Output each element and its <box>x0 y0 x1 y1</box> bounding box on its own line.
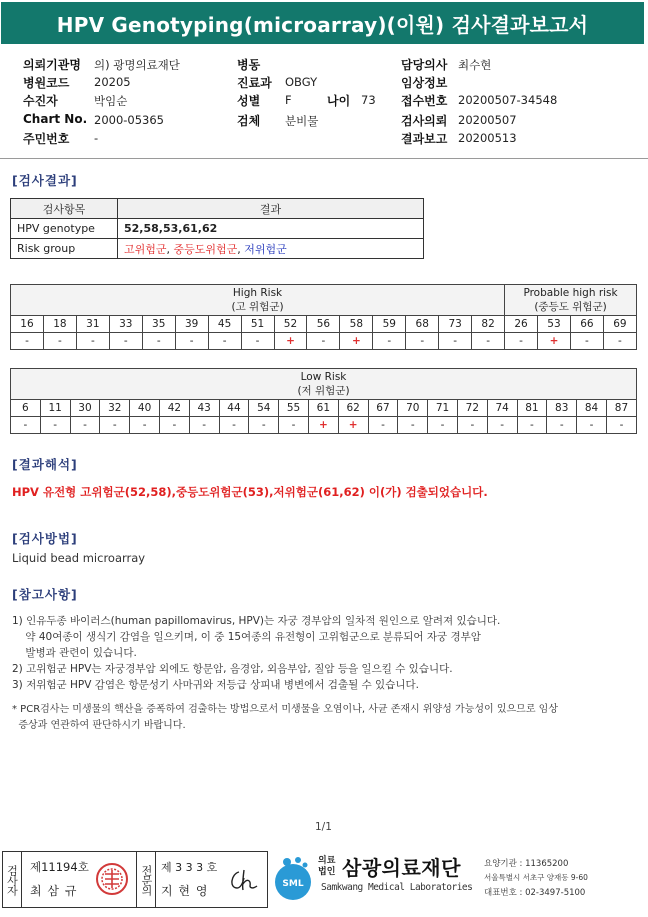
genotype-result-cell: - <box>547 417 577 434</box>
tester-seal <box>95 862 129 896</box>
label-doctor: 담당의사 <box>401 58 448 72</box>
genotype-type-cell: 40 <box>130 400 160 417</box>
genotype-result-cell: - <box>368 417 398 434</box>
high-risk-types-row <box>11 316 637 333</box>
page-number: 1/1 <box>315 821 332 833</box>
genotype-type-cell: 33 <box>109 316 142 333</box>
genotype-result-cell: - <box>249 417 279 434</box>
genotype-type-cell: 68 <box>406 316 439 333</box>
value-patient: 박임순 <box>94 94 128 108</box>
label-clinical-info: 임상정보 <box>401 76 448 90</box>
genotype-result-cell: - <box>159 417 189 434</box>
label-report-date: 결과보고 <box>401 132 448 146</box>
low-risk-title: Low Risk <box>300 371 347 383</box>
genotype-type-cell: 67 <box>368 400 398 417</box>
risk-label: Risk group <box>11 239 118 259</box>
genotype-type-cell: 30 <box>70 400 100 417</box>
reviewer-signature <box>225 864 261 896</box>
genotype-result-cell: - <box>40 417 70 434</box>
value-institution: 의) 광명의료재단 <box>94 58 180 72</box>
result-table <box>10 198 424 259</box>
high-risk-subtitle: (고 위험군) <box>231 301 284 313</box>
genotype-type-cell: 71 <box>428 400 458 417</box>
signature-box <box>2 851 268 908</box>
genotype-result-cell: - <box>505 333 538 350</box>
genotype-type-cell: 87 <box>606 400 636 417</box>
label-chart-no: Chart No. <box>23 112 88 126</box>
reviewer-name: 지 현 영 <box>161 884 209 898</box>
tester-label-text: 검사자 <box>5 864 19 895</box>
method-text: Liquid bead microarray <box>12 551 146 565</box>
value-specimen: 분비물 <box>285 114 319 128</box>
value-request-date: 20200507 <box>458 113 517 127</box>
org-name-en: Samkwang Medical Laboratories <box>321 882 473 893</box>
genotype-type-cell: 45 <box>208 316 241 333</box>
report-title <box>1 2 644 44</box>
interpretation-heading: [결과해석] <box>12 457 78 472</box>
org-prefix-text: 의료법인 <box>318 856 336 877</box>
risk-comma-1: , <box>166 242 171 256</box>
notes-line: 발병과 관련이 있습니다. <box>12 647 137 659</box>
header-col-3 <box>401 56 641 148</box>
genotype-result-cell: - <box>189 417 219 434</box>
genotype-result-cell: + <box>274 333 307 350</box>
genotype-result-cell: - <box>109 333 142 350</box>
genotype-type-cell: 6 <box>11 400 41 417</box>
low-risk-types-row <box>11 400 637 417</box>
result-heading: [검사결과] <box>12 173 78 188</box>
genotype-type-cell: 58 <box>340 316 373 333</box>
genotype-type-cell: 52 <box>274 316 307 333</box>
genotype-type-cell: 43 <box>189 400 219 417</box>
result-table-header <box>11 199 424 219</box>
genotype-type-cell: 62 <box>338 400 368 417</box>
genotype-type-cell: 61 <box>308 400 338 417</box>
label-age: 나이 <box>327 94 351 108</box>
value-chart-no: 2000-05365 <box>94 113 164 127</box>
genotype-type-cell: 70 <box>398 400 428 417</box>
genotype-result-cell: - <box>487 417 517 434</box>
notes-line: 약 40여종이 생식기 감염을 일으키며, 이 중 15여종의 유전형이 고위험군으로 분류되어 자궁 경부암 <box>12 631 481 643</box>
genotype-result-cell: - <box>606 417 636 434</box>
genotype-result-cell: - <box>100 417 130 434</box>
tester-no: 제11194호 <box>30 860 89 874</box>
low-risk-group-row <box>11 369 637 400</box>
low-risk-group <box>11 369 637 400</box>
value-resident-no: - <box>94 131 99 145</box>
org-name: 삼광의료재단 <box>342 856 461 880</box>
genotype-result-cell: - <box>428 417 458 434</box>
label-department: 진료과 <box>237 76 272 90</box>
risk-mid: 중등도위험군 <box>173 242 238 256</box>
label-request-date: 검사의뢰 <box>401 114 448 128</box>
notes-line: 2) 고위험군 HPV는 자궁경부암 외에도 항문암, 음경암, 외음부암, 질암 등을 일으킬 수 있습니다. <box>12 663 453 675</box>
org-phone: 대표번호 : 02-3497-5100 <box>484 888 586 898</box>
notes-heading: [참고사항] <box>12 587 78 602</box>
genotype-type-cell: 59 <box>373 316 406 333</box>
genotype-type-cell: 39 <box>175 316 208 333</box>
reviewer-label <box>136 852 156 907</box>
genotype-result-cell: - <box>142 333 175 350</box>
label-sex: 성별 <box>237 94 261 108</box>
genotype-result-cell: - <box>307 333 340 350</box>
notes-footnote <box>12 702 642 734</box>
value-receipt-no: 20200507-34548 <box>458 93 558 107</box>
genotype-type-cell: 73 <box>439 316 472 333</box>
genotype-result-cell: - <box>472 333 505 350</box>
label-patient: 수진자 <box>23 94 58 108</box>
org-address: 서울특별시 서초구 양재동 9-60 <box>484 873 588 882</box>
label-ward: 병동 <box>237 58 261 72</box>
genotype-type-cell: 82 <box>472 316 505 333</box>
genotype-result-cell: - <box>577 417 607 434</box>
genotype-type-cell: 74 <box>487 400 517 417</box>
genotype-type-cell: 42 <box>159 400 189 417</box>
genotype-result-cell: + <box>308 417 338 434</box>
header-separator <box>0 158 648 159</box>
method-heading: [검사방법] <box>12 531 78 546</box>
label-receipt-no: 접수번호 <box>401 94 448 108</box>
org-prefix <box>318 856 340 878</box>
report-title-text: HPV Genotyping(microarray)(이원) 검사결과보고서 <box>56 12 589 37</box>
genotype-type-cell: 35 <box>142 316 175 333</box>
value-department: OBGY <box>285 75 318 89</box>
genotype-result-cell: - <box>373 333 406 350</box>
genotype-type-cell: 56 <box>307 316 340 333</box>
genotype-result-cell: - <box>76 333 109 350</box>
label-resident-no: 주민번호 <box>23 132 70 146</box>
genotype-result-cell: - <box>70 417 100 434</box>
low-risk-subtitle: (저 위험군) <box>297 385 350 397</box>
footnote-line: * PCR검사는 미생물의 핵산을 증폭하여 검출하는 방법으로서 미생물을 오염이나, 사균 존재시 위양성 가능성이 있으므로 임상 <box>12 704 558 715</box>
genotype-result-cell: - <box>175 333 208 350</box>
value-doctor: 최수현 <box>458 58 492 72</box>
logo-text: SML <box>282 879 304 889</box>
genotype-result-cell: - <box>11 333 44 350</box>
tester-name: 최 삼 규 <box>30 884 78 898</box>
genotype-type-cell: 11 <box>40 400 70 417</box>
header-col-2 <box>237 56 387 130</box>
genotype-label: HPV genotype <box>11 219 118 239</box>
interpretation-text: HPV 유전형 고위험군(52,58),중등도위험군(53),저위험군(61,62) 이(가) 검출되었습니다. <box>12 485 488 499</box>
genotype-result-cell: - <box>517 417 547 434</box>
probable-risk-group <box>505 285 637 316</box>
genotype-type-cell: 84 <box>577 400 607 417</box>
high-risk-results-row <box>11 333 637 350</box>
genotype-type-cell: 51 <box>241 316 274 333</box>
low-risk-results-row <box>11 417 637 434</box>
genotype-type-cell: 44 <box>219 400 249 417</box>
genotype-type-cell: 54 <box>249 400 279 417</box>
genotype-value: 52,58,53,61,62 <box>118 219 424 239</box>
value-age: 73 <box>361 93 376 107</box>
genotype-result-cell: - <box>219 417 249 434</box>
col-result: 결과 <box>118 199 424 219</box>
genotype-type-cell: 16 <box>11 316 44 333</box>
risk-high: 고위험군 <box>124 242 167 256</box>
genotype-type-cell: 32 <box>100 400 130 417</box>
label-specimen: 검체 <box>237 114 261 128</box>
risk-value <box>118 239 424 259</box>
value-sex: F <box>285 93 292 107</box>
result-row-risk <box>11 239 424 259</box>
footnote-line: 증상과 연관하여 판단하시기 바랍니다. <box>12 720 186 731</box>
probable-risk-subtitle: (중등도 위험군) <box>534 301 607 313</box>
notes-line: 1) 인유두종 바이러스(human papillomavirus, HPV)는 자궁 경부암의 일차적 원인으로 알려져 있습니다. <box>12 615 501 627</box>
probable-risk-title: Probable high risk <box>523 287 618 299</box>
genotype-result-cell: - <box>241 333 274 350</box>
genotype-result-cell: - <box>11 417 41 434</box>
label-hospital-code: 병원코드 <box>23 76 70 90</box>
risk-low: 저위험군 <box>244 242 287 256</box>
genotype-type-cell: 83 <box>547 400 577 417</box>
high-risk-title: High Risk <box>232 287 283 299</box>
genotype-result-cell: - <box>406 333 439 350</box>
genotype-result-cell: - <box>603 333 636 350</box>
sml-logo-icon <box>271 854 315 902</box>
org-logo <box>271 854 315 902</box>
notes-line: 3) 저위험군 HPV 감염은 항문성기 사마귀와 저등급 상피내 병변에서 검출될 수 있습니다. <box>12 679 419 691</box>
signature-icon <box>225 864 261 896</box>
genotype-result-cell: - <box>439 333 472 350</box>
genotype-result-cell: + <box>538 333 571 350</box>
genotype-result-cell: + <box>340 333 373 350</box>
value-hospital-code: 20205 <box>94 75 131 89</box>
high-risk-group-row <box>11 285 637 316</box>
seal-stamp-icon <box>95 862 129 896</box>
reviewer-no: 제 3 3 3 호 <box>161 861 218 874</box>
genotype-type-cell: 18 <box>43 316 76 333</box>
genotype-type-cell: 55 <box>279 400 309 417</box>
genotype-type-cell: 69 <box>603 316 636 333</box>
genotype-type-cell: 72 <box>457 400 487 417</box>
org-code: 요양기관 : 11365200 <box>484 859 569 869</box>
risk-comma-2: , <box>237 242 241 256</box>
genotype-result-cell: - <box>570 333 603 350</box>
genotype-type-cell: 66 <box>570 316 603 333</box>
high-risk-table <box>10 284 637 350</box>
high-risk-group <box>11 285 505 316</box>
genotype-result-cell: - <box>457 417 487 434</box>
genotype-result-cell: - <box>398 417 428 434</box>
genotype-result-cell: + <box>338 417 368 434</box>
genotype-type-cell: 81 <box>517 400 547 417</box>
tester-label <box>3 852 22 907</box>
notes-list <box>12 613 642 693</box>
result-row-genotype <box>11 219 424 239</box>
genotype-result-cell: - <box>279 417 309 434</box>
genotype-type-cell: 26 <box>505 316 538 333</box>
genotype-type-cell: 31 <box>76 316 109 333</box>
genotype-result-cell: - <box>130 417 160 434</box>
genotype-result-cell: - <box>208 333 241 350</box>
header-col-1 <box>23 56 233 148</box>
value-report-date: 20200513 <box>458 131 517 145</box>
genotype-result-cell: - <box>43 333 76 350</box>
low-risk-table <box>10 368 637 434</box>
reviewer-label-text: 전문의 <box>140 864 153 895</box>
col-test-item: 검사항목 <box>11 199 118 219</box>
header-info <box>0 50 648 154</box>
label-institution: 의뢰기관명 <box>23 58 81 72</box>
genotype-type-cell: 53 <box>538 316 571 333</box>
